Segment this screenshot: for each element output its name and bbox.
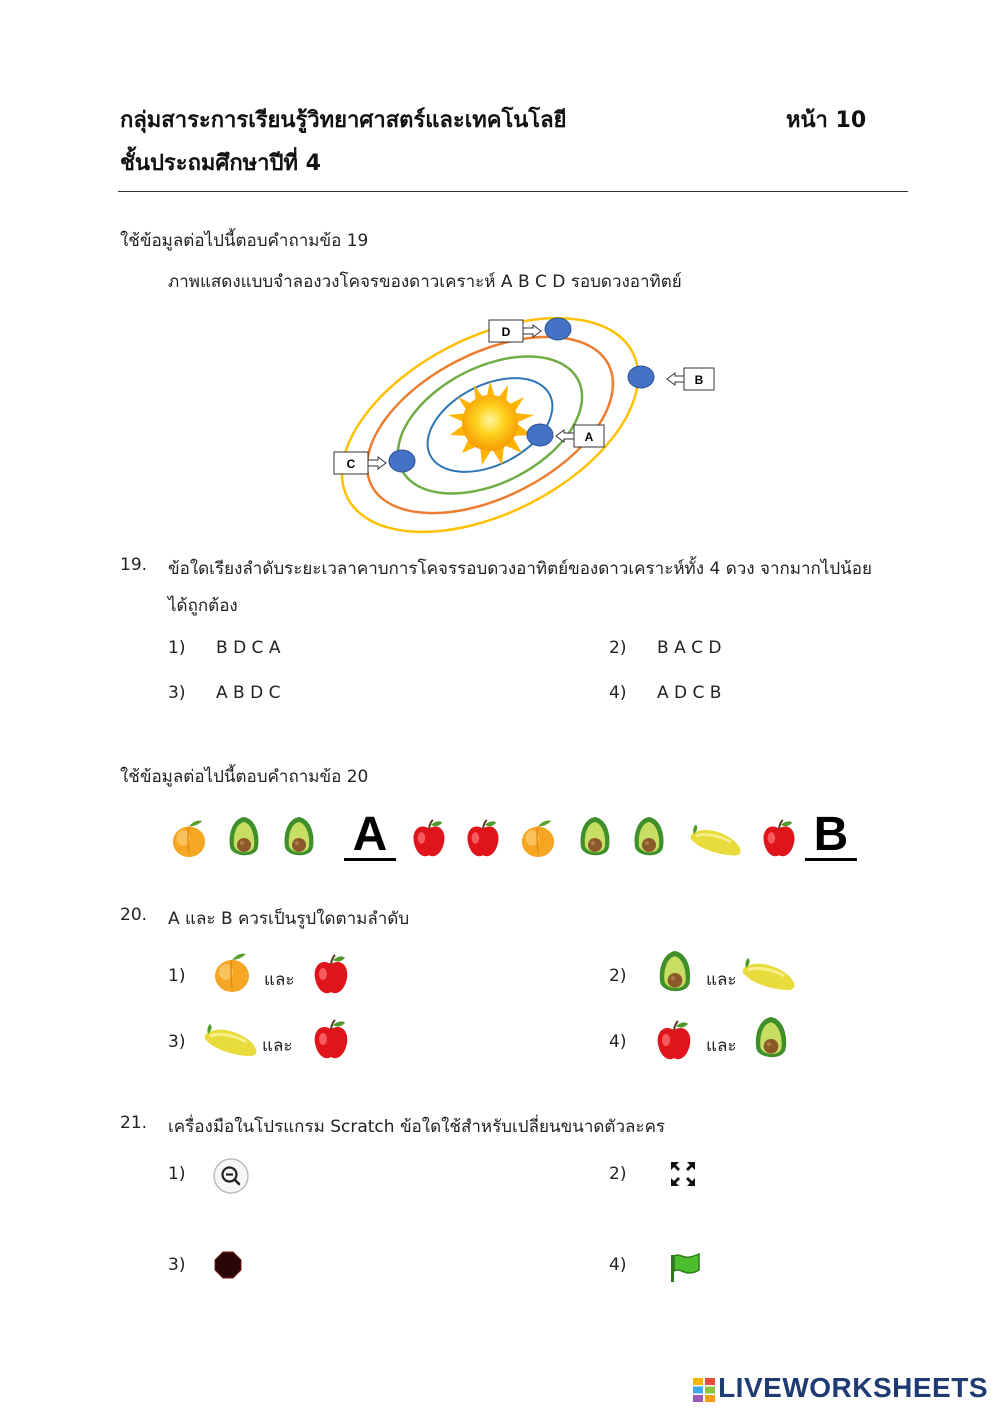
label-d: D — [501, 325, 511, 339]
section19-intro: ใช้ข้อมูลต่อไปนี้ตอบคำถามข้อ 19 — [120, 231, 369, 251]
apple-icon[interactable] — [654, 1018, 694, 1062]
sun-icon — [448, 381, 534, 465]
diagram-caption: ภาพแสดงแบบจำลองวงโคจรของดาวเคราะห์ A B C D รอบดวงอาทิตย์ — [168, 272, 682, 292]
orbit-diagram — [328, 305, 728, 537]
label-c-box — [334, 452, 386, 474]
green-flag-icon[interactable] — [668, 1252, 702, 1284]
q20-option3-conj: และ — [262, 1036, 293, 1056]
avocado-icon[interactable] — [750, 1014, 792, 1064]
q21-number: 21. — [120, 1113, 148, 1133]
page-number: หน้า 10 — [786, 108, 867, 133]
peach-icon — [170, 817, 208, 859]
stop-sign-icon[interactable] — [214, 1251, 242, 1279]
q19-option4-number[interactable]: 4) — [609, 683, 627, 703]
q19-option3-text[interactable]: A B D C — [216, 683, 281, 703]
q20-option4-number[interactable]: 4) — [609, 1032, 627, 1052]
q19-option3-number[interactable]: 3) — [168, 683, 186, 703]
apple-icon — [760, 817, 798, 859]
q20-option1-conj: และ — [264, 970, 295, 990]
peach-icon[interactable] — [212, 950, 252, 994]
subject-title: กลุ่มสาระการเรียนรู้วิทยาศาสตร์และเทคโนโลยี — [120, 108, 567, 133]
avocado-icon — [279, 814, 319, 862]
q21-option1-number[interactable]: 1) — [168, 1164, 186, 1184]
avocado-icon — [629, 814, 669, 862]
pattern-blank-b: B — [805, 812, 857, 861]
peach-icon — [519, 817, 557, 859]
q20-option1-number[interactable]: 1) — [168, 966, 186, 986]
mango-icon[interactable] — [740, 954, 800, 994]
q19-text-line2: ได้ถูกต้อง — [168, 596, 238, 616]
q20-text: A และ B ควรเป็นรูปใดตามลำดับ — [168, 909, 410, 929]
apple-icon — [464, 817, 502, 859]
q19-text-line1: ข้อใดเรียงลำดับระยะเวลาคาบการโคจรรอบดวงอาทิตย์ของดาวเคราะห์ทั้ง 4 ดวง จากมากไปน้อย — [168, 559, 872, 579]
q19-option1-text[interactable]: B D C A — [216, 638, 281, 658]
zoom-out-icon[interactable] — [212, 1157, 250, 1195]
fullscreen-icon[interactable] — [670, 1161, 696, 1187]
planet-d — [545, 318, 571, 340]
apple-icon[interactable] — [311, 1017, 351, 1061]
label-c: C — [346, 457, 356, 471]
apple-icon[interactable] — [311, 952, 351, 996]
q20-number: 20. — [120, 905, 148, 925]
label-a: A — [584, 430, 594, 444]
avocado-icon[interactable] — [654, 948, 696, 998]
q19-option4-text[interactable]: A D C B — [657, 683, 722, 703]
q21-option2-number[interactable]: 2) — [609, 1164, 627, 1184]
label-b: B — [694, 373, 704, 387]
q21-option4-number[interactable]: 4) — [609, 1255, 627, 1275]
q20-option2-conj: และ — [706, 970, 737, 990]
liveworksheets-brand: LIVEWORKSHEETS — [718, 1372, 988, 1403]
q21-text: เครื่องมือในโปรแกรม Scratch ข้อใดใช้สำหรับเปลี่ยนขนาดตัวละคร — [168, 1117, 666, 1137]
q19-option2-text[interactable]: B A C D — [657, 638, 722, 658]
header-divider — [118, 191, 908, 192]
mango-icon[interactable] — [202, 1020, 262, 1060]
avocado-icon — [575, 814, 615, 862]
planet-a — [527, 424, 553, 446]
avocado-icon — [224, 814, 264, 862]
mango-icon — [688, 820, 746, 860]
q19-option1-number[interactable]: 1) — [168, 638, 186, 658]
liveworksheets-logo-icon — [693, 1378, 715, 1402]
planet-c — [389, 450, 415, 472]
q21-option3-number[interactable]: 3) — [168, 1255, 186, 1275]
q20-option4-conj: และ — [706, 1036, 737, 1056]
q19-number: 19. — [120, 555, 148, 575]
q20-option2-number[interactable]: 2) — [609, 966, 627, 986]
q19-option2-number[interactable]: 2) — [609, 638, 627, 658]
pattern-blank-a: A — [344, 812, 396, 861]
planet-b — [628, 366, 654, 388]
apple-icon — [410, 817, 448, 859]
label-b-box — [667, 368, 714, 390]
section20-intro: ใช้ข้อมูลต่อไปนี้ตอบคำถามข้อ 20 — [120, 767, 369, 787]
grade-title: ชั้นประถมศึกษาปีที่ 4 — [120, 151, 321, 176]
label-a-box — [556, 425, 604, 447]
q20-option3-number[interactable]: 3) — [168, 1032, 186, 1052]
